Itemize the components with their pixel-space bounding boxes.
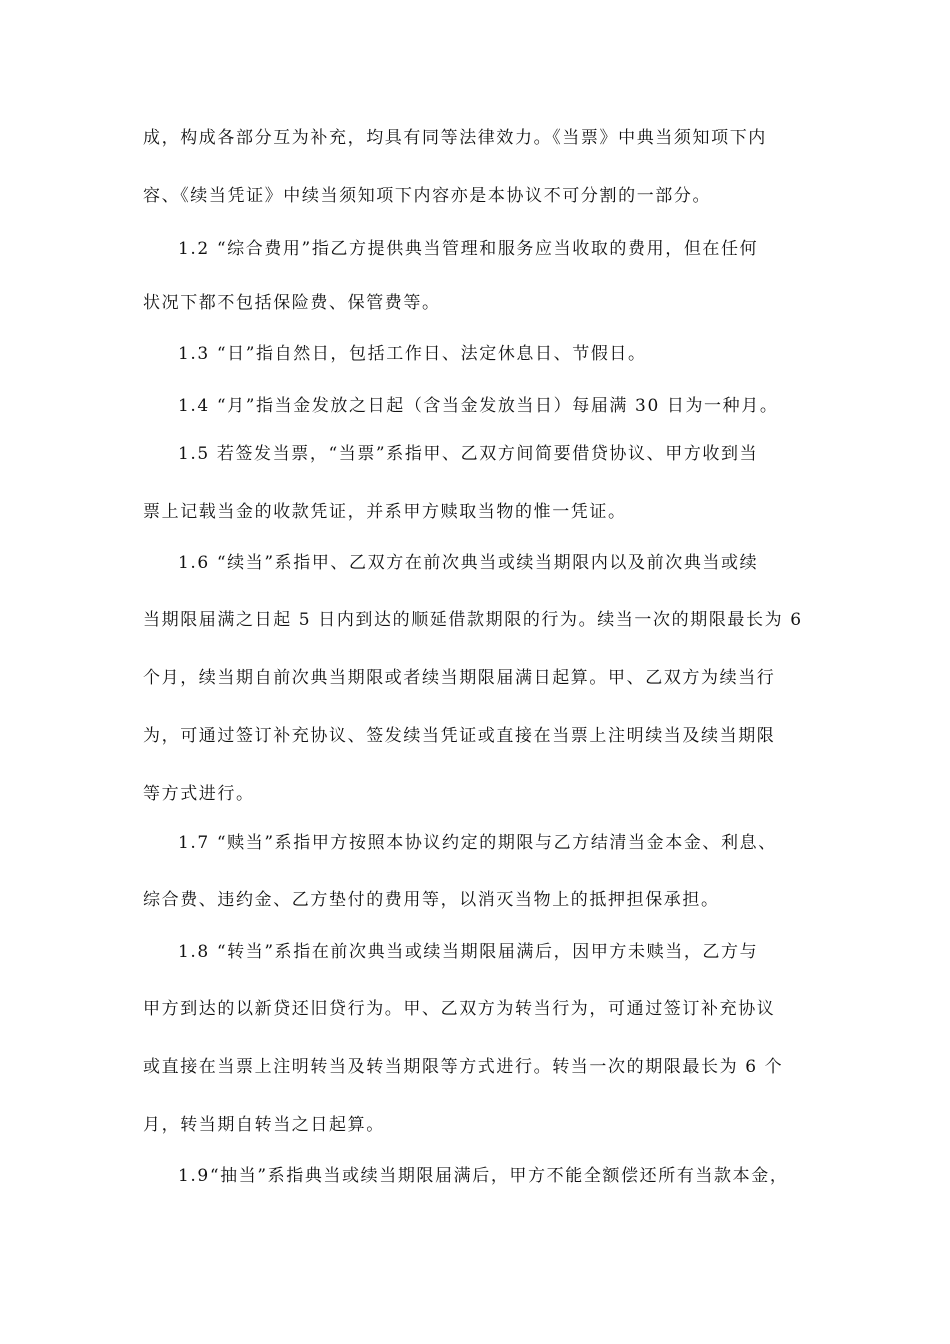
text-line: 月，转当期自转当之日起算。 xyxy=(143,1115,385,1135)
text-line: 成，构成各部分互为补充，均具有同等法律效力。《当票》中典当须知项下内 xyxy=(143,128,767,148)
clause-1-2: 1.2 “综合费用”指乙方提供典当管理和服务应当收取的费用，但在任何 xyxy=(178,239,759,259)
text-line: 或直接在当票上注明转当及转当期限等方式进行。转当一次的期限最长为 6 个 xyxy=(143,1057,784,1077)
text-line: 状况下都不包括保险费、保管费等。 xyxy=(143,293,441,313)
text-line: 等方式进行。 xyxy=(143,784,255,804)
clause-1-8: 1.8 “转当”系指在前次典当或续当期限届满后，因甲方未赎当，乙方与 xyxy=(178,942,759,962)
clause-1-9: 1.9“抽当”系指典当或续当期限届满后，甲方不能全额偿还所有当款本金， xyxy=(178,1166,789,1186)
clause-1-5: 1.5 若签发当票，“当票”系指甲、乙双方间简要借贷协议、甲方收到当 xyxy=(178,444,759,464)
clause-1-6: 1.6 “续当”系指甲、乙双方在前次典当或续当期限内以及前次典当或续 xyxy=(178,553,759,573)
text-line: 票上记载当金的收款凭证，并系甲方赎取当物的惟一凭证。 xyxy=(143,502,627,522)
text-line: 个月，续当期自前次典当期限或者续当期限届满日起算。甲、乙双方为续当行 xyxy=(143,668,776,688)
clause-1-7: 1.7 “赎当”系指甲方按照本协议约定的期限与乙方结清当金本金、利息、 xyxy=(178,833,777,853)
text-line: 当期限届满之日起 5 日内到达的顺延借款期限的行为。续当一次的期限最长为 6 xyxy=(143,610,803,630)
text-line: 甲方到达的以新贷还旧贷行为。甲、乙双方为转当行为，可通过签订补充协议 xyxy=(143,999,776,1019)
text-line: 容、《续当凭证》中续当须知项下内容亦是本协议不可分割的一部分。 xyxy=(143,186,712,206)
clause-1-3: 1.3 “日”指自然日，包括工作日、法定休息日、节假日。 xyxy=(178,344,647,364)
text-line: 综合费、违约金、乙方垫付的费用等，以消灭当物上的抵押担保承担。 xyxy=(143,890,720,910)
clause-1-4: 1.4 “月”指当金发放之日起（含当金发放当日）每届满 30 日为一种月。 xyxy=(178,396,779,416)
text-line: 为，可通过签订补充协议、签发续当凭证或直接在当票上注明续当及续当期限 xyxy=(143,726,776,746)
